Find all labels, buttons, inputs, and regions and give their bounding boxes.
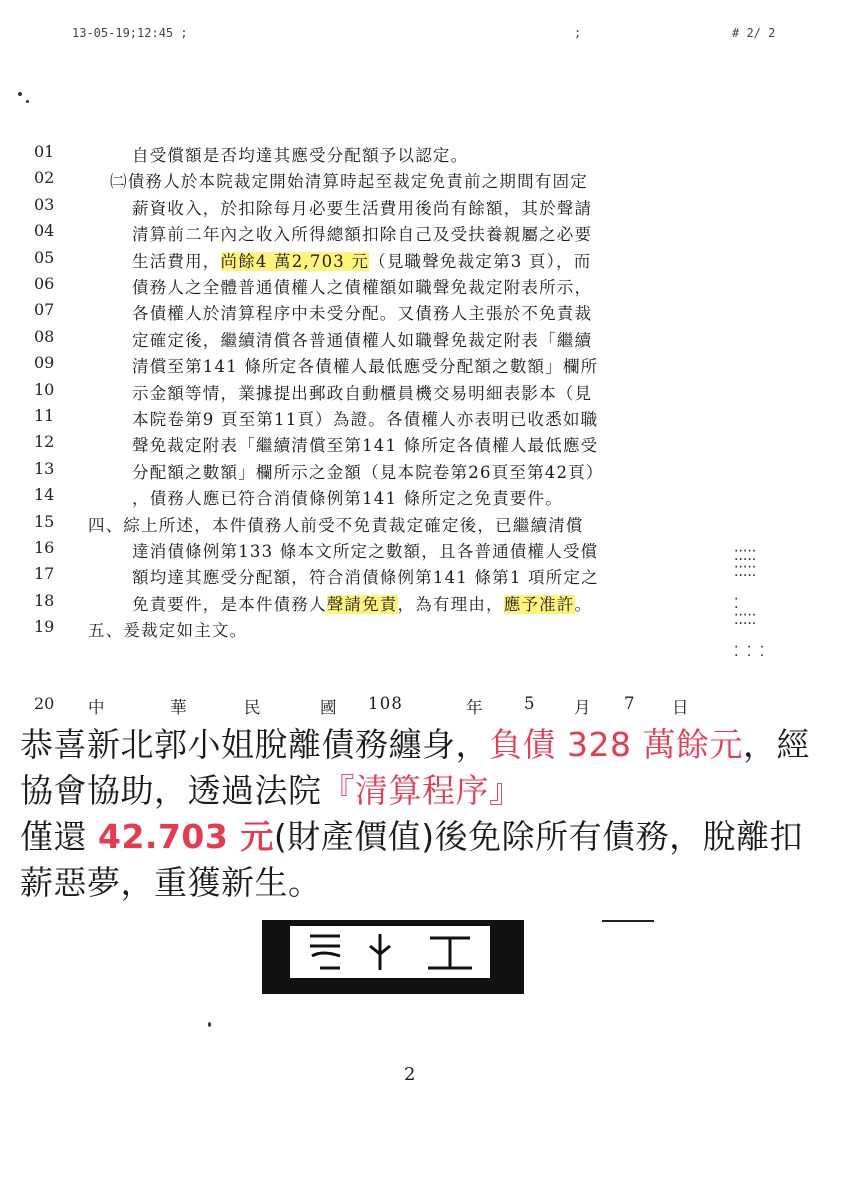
document-line [0,142,848,168]
line-segment: ，為有理由， [397,594,504,614]
highlighted-text: 應予准許 [503,594,575,614]
document-line [0,195,848,221]
line-text: ㈡債務人於本院裁定開始清算時起至裁定免責前之期間有固定 [110,172,588,192]
line-number: 03 [34,194,55,214]
seal-inner [290,926,490,978]
line-text: 聲免裁定附表「繼續清償至第141 條所定各債權人最低應受 [132,436,599,456]
line-number: 09 [34,353,55,373]
document-line [0,512,848,538]
date-day: 7 [624,694,636,713]
caption-part: (財產價值)後免除所有債務，脫離扣薪惡夢，重獲新生。 [20,817,804,902]
perforation-mark: ⁚⁚⁚⁚⁚ ⁚⁚⁚⁚⁚ ⁚ ⁚⁚⁚⁚⁚ ⁚ ⁚ ⁚ [734,548,765,660]
scan-speck [208,1022,211,1027]
date-line [0,694,848,720]
line-text: 薪資收入，於扣除每月必要生活費用後尚有餘額，其於聲請 [132,198,593,218]
date-year: 108 [368,694,404,713]
document-line [0,564,848,590]
scan-speck [26,100,29,103]
line-number: 08 [34,326,55,346]
line-text: ，債務人應已符合消債條例第141 條所定之免責要件。 [132,489,563,509]
document-line [0,380,848,406]
line-text: 清算前二年內之收入所得總額扣除自己及受扶養親屬之必要 [132,225,593,245]
line-text: 額均達其應受分配額，符合消債條例第141 條第1 項所定之 [132,568,599,588]
document-line [0,300,848,326]
line-text: 本院卷第9 頁至第11頁）為證。各債權人亦表明已收悉如職 [132,410,599,429]
line-number: 07 [34,300,55,320]
line-number: 15 [34,511,55,531]
line-segment: 免責要件，是本件債務人 [132,594,327,614]
document-line [0,274,848,300]
document-line [0,538,848,564]
date-month: 5 [524,694,536,713]
line-number: 04 [34,221,55,241]
line-text: 自受償額是否均達其應受分配額予以認定。 [132,146,469,165]
document-line [0,353,848,379]
line-number: 01 [34,142,55,161]
document-line [0,591,848,617]
caption-part: 恭喜新北郭小姐脫離債務纏身， [20,725,489,764]
caption-debt-amount: 負債 328 萬餘元 [489,725,743,764]
seal-glyph-art [290,926,490,978]
line-text: 五、爰裁定如主文。 [88,621,248,641]
date-part: 年 [466,698,484,717]
line-text: 定確定後，繼續清償各普通債權人如職聲免裁定附表「繼續 [132,330,593,350]
line-number: 14 [34,485,55,505]
scan-speck [18,92,22,96]
caption-part: ，經協會協助，透過法院 [20,725,810,810]
line-text: 清償至第141 條所定各債權人最低應受分配額之數額」欄所 [132,357,599,377]
document-line [0,485,848,511]
line-text: 示金額等情，業據提出郵政自動櫃員機交易明細表影本（見 [132,383,593,403]
line-text [132,248,591,272]
page-number: 2 [404,1064,416,1085]
line-number: 02 [34,168,55,188]
document-line [0,617,848,643]
highlighted-text: 聲請免責 [326,594,398,614]
line-number: 11 [34,406,55,425]
caption-text [20,722,830,906]
highlighted-text: 尚餘4 萬2,703 元 [220,251,370,271]
document-line [0,459,848,485]
line-segment: 。 [574,594,593,614]
line-text: 債務人之全體普通債權人之債權額如職聲免裁定附表所示， [132,278,593,297]
document-line [0,221,848,247]
court-seal [262,920,524,994]
date-part: 月 [574,698,592,717]
fax-timestamp: 13-05-19;12:45 ; [72,26,188,40]
caption-procedure: 『清算程序』 [321,771,523,810]
line-number: 16 [34,538,55,557]
signature-dash [602,920,654,922]
line-number: 18 [34,590,55,610]
line-number: 06 [34,274,55,293]
line-number: 13 [34,458,55,478]
fax-separator: ; [574,26,582,40]
fax-page-indicator: # 2/ 2 [732,26,776,40]
caption-part: 僅還 [20,817,98,856]
line-text: 分配額之數額」欄所示之金額（見本院卷第26頁至第42頁） [132,462,604,482]
line-text: 各債權人於清算程序中未受分配。又債務人主張於不免責裁 [132,304,593,324]
caption-repay-amount: 42.703 元 [98,817,274,856]
document-line [0,406,848,432]
line-text [132,591,592,615]
line-number: 12 [34,432,55,452]
line-text: 達消債條例第133 條本文所定之數額，且各普通債權人受償 [132,542,599,561]
line-number: 10 [34,379,55,399]
document-line [0,432,848,458]
date-part: 國 [320,698,338,717]
document-line [0,327,848,353]
line-text: 四、綜上所述，本件債務人前受不免責裁定確定後，已繼續清償 [88,515,584,535]
line-number: 05 [34,247,55,267]
date-part: 華 [170,698,188,717]
document-line [0,248,848,274]
line-number: 19 [34,617,55,637]
date-part: 日 [672,698,690,717]
date-part: 中 [88,698,106,717]
date-part: 民 [244,698,262,717]
document-line [0,168,848,194]
line-segment: （見職聲免裁定第3 頁），而 [369,251,592,271]
line-number: 17 [34,564,55,584]
line-segment: 生活費用， [132,251,221,271]
line-number: 20 [34,694,55,713]
